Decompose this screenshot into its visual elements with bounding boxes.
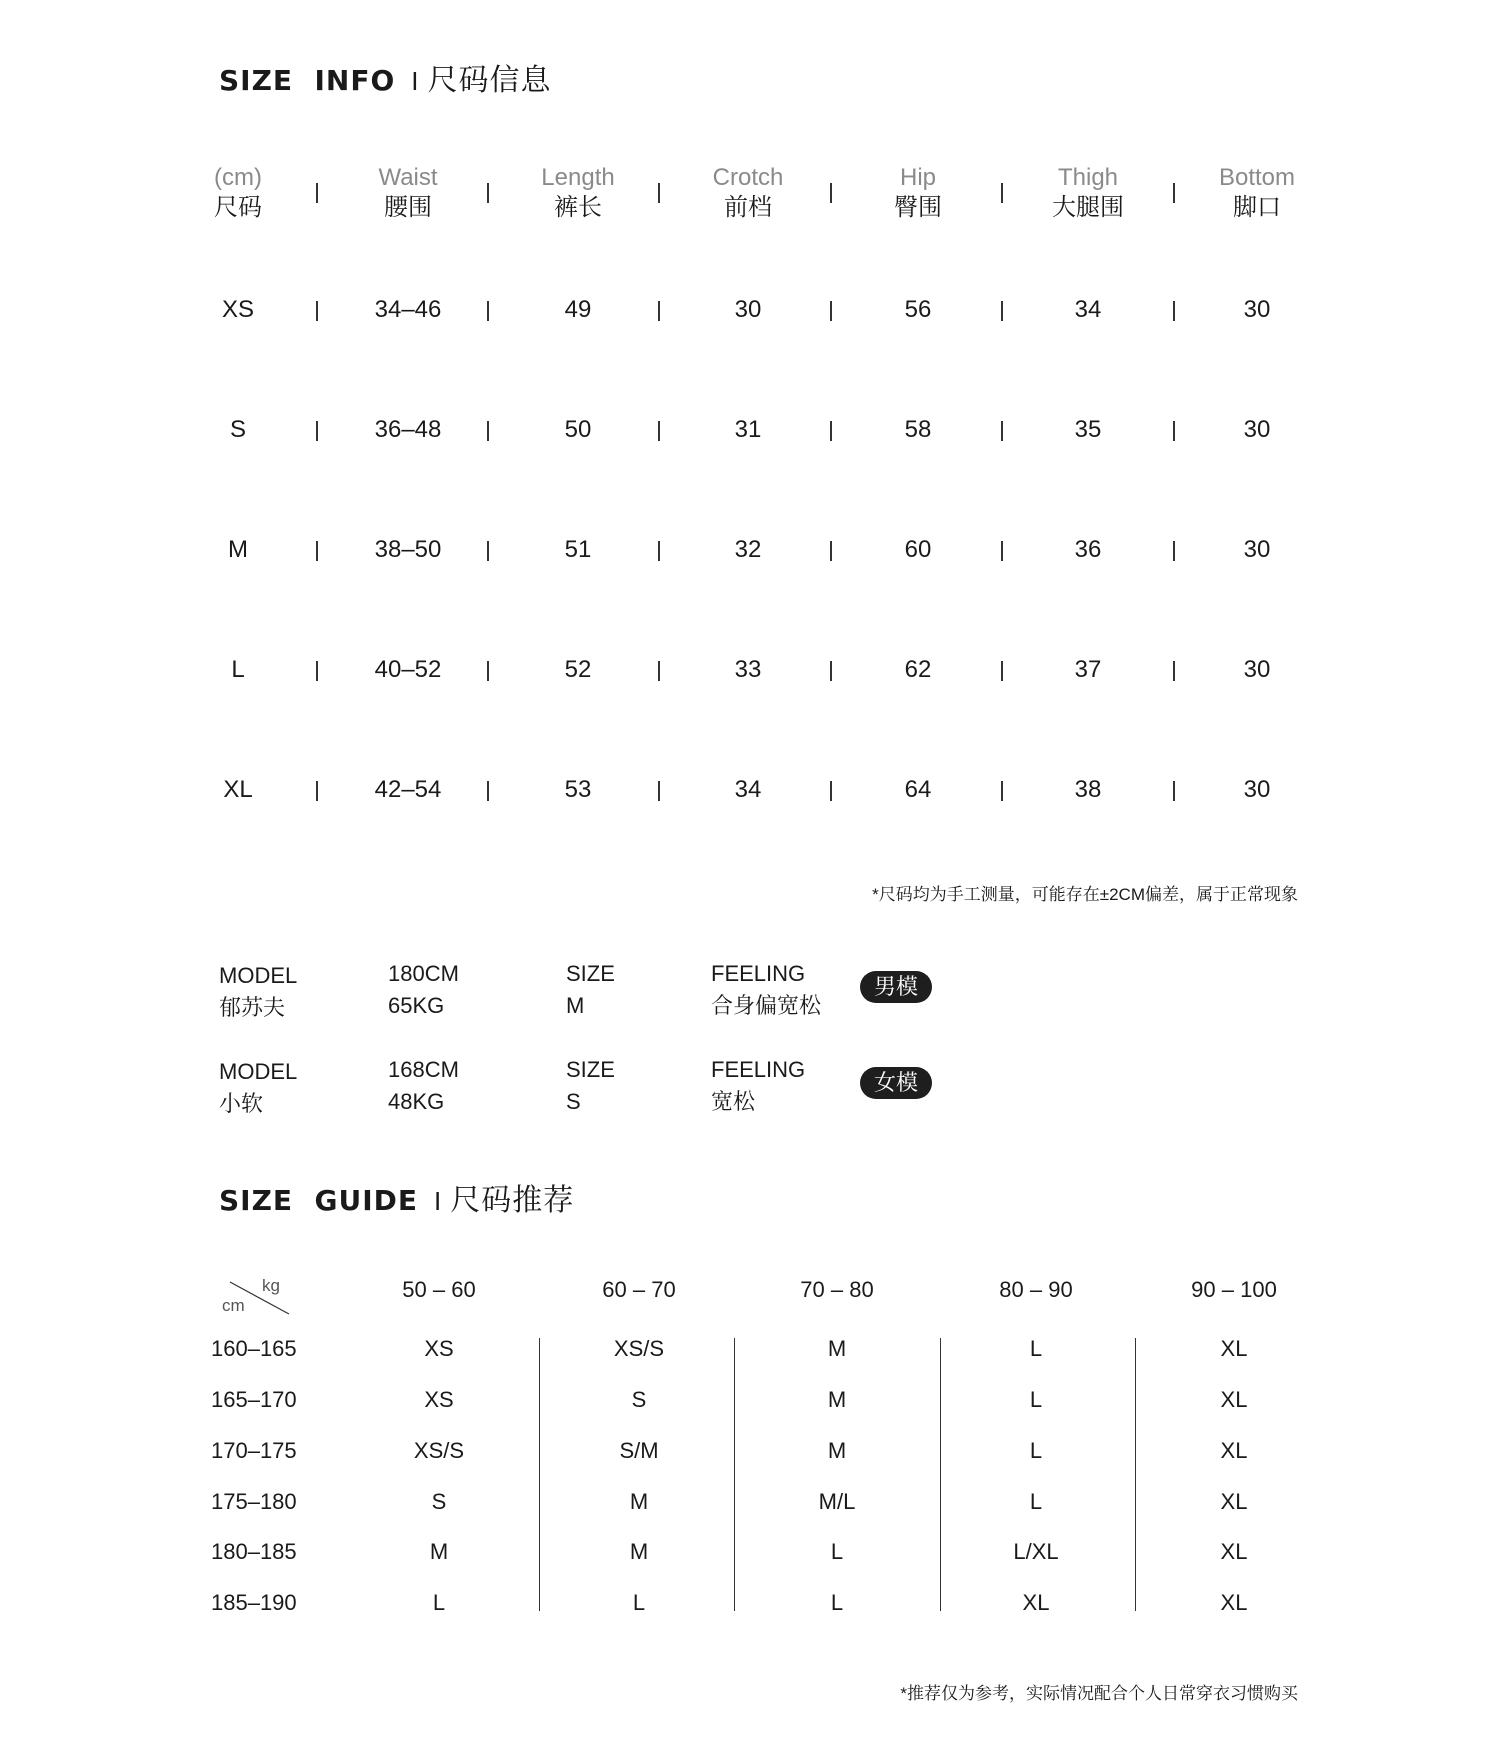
column-separator: [316, 421, 318, 441]
header-length-zh: 裤长: [554, 194, 602, 221]
cell-length: 53: [564, 776, 592, 803]
cell-waist: 42–54: [374, 776, 442, 803]
recommended-size-cell: M/L: [818, 1489, 856, 1514]
height-range-label: 180–185: [211, 1539, 297, 1564]
cell-size: XS: [221, 296, 255, 323]
cell-waist: 40–52: [374, 656, 442, 683]
recommended-size-cell: M: [827, 1336, 847, 1361]
cell-hip: 58: [904, 416, 932, 443]
header-waist-zh: 腰围: [384, 194, 432, 221]
model-size-size: M: [566, 993, 585, 1018]
size-info-title: [219, 55, 552, 99]
weight-range-header: 50 – 60: [402, 1277, 476, 1302]
recommended-size-cell: S: [631, 1387, 647, 1412]
recommended-size-cell: L: [830, 1539, 844, 1564]
cell-crotch: 34: [734, 776, 762, 803]
model-measurements-height: 180CM: [388, 961, 459, 986]
model-feeling-feeling: 宽松: [711, 1089, 756, 1114]
size-info-title-zh: 尺码信息: [427, 64, 552, 97]
size-guide-note: *推荐仅为参考，实际情况配合个人日常穿衣习惯购买: [900, 1684, 1298, 1703]
model-feeling: [711, 1054, 805, 1118]
cell-length: 51: [564, 536, 592, 563]
column-divider: [940, 1338, 941, 1611]
cell-length: 49: [564, 296, 592, 323]
weight-range-header: 80 – 90: [999, 1277, 1073, 1302]
column-separator: [316, 183, 318, 203]
cell-waist: 38–50: [374, 536, 442, 563]
cell-thigh: 38: [1074, 776, 1102, 803]
recommended-size-cell: L/XL: [1013, 1539, 1059, 1564]
cell-size: S: [229, 416, 247, 443]
recommended-size-cell: L: [432, 1590, 446, 1615]
column-separator: [487, 781, 489, 801]
height-range-label: 160–165: [211, 1336, 297, 1361]
cell-length: 52: [564, 656, 592, 683]
height-range-label: 175–180: [211, 1489, 297, 1514]
recommended-size-cell: M: [629, 1489, 649, 1514]
column-separator: [1173, 661, 1175, 681]
model-measurements: [388, 1054, 459, 1118]
cell-hip: 62: [904, 656, 932, 683]
model-name-label: MODEL: [219, 1059, 298, 1084]
column-separator: [1001, 661, 1003, 681]
header-size-en: (cm): [214, 164, 262, 191]
column-separator: [487, 301, 489, 321]
column-divider: [1135, 1338, 1136, 1611]
height-range-label: 170–175: [211, 1438, 297, 1463]
recommended-size-cell: XL: [1220, 1387, 1248, 1412]
recommended-size-cell: XL: [1022, 1590, 1050, 1615]
column-separator: [830, 661, 832, 681]
cell-crotch: 30: [734, 296, 762, 323]
header-hip-zh: 臀围: [894, 194, 942, 221]
header-size-zh: 尺码: [214, 194, 262, 221]
column-separator: [1001, 421, 1003, 441]
recommended-size-cell: L: [1029, 1438, 1043, 1463]
column-separator: [830, 183, 832, 203]
cell-thigh: 34: [1074, 296, 1102, 323]
header-crotch-zh: 前档: [724, 194, 772, 221]
cell-bottom: 30: [1243, 296, 1271, 323]
header-waist-en: Waist: [378, 164, 438, 191]
column-separator: [1173, 183, 1175, 203]
model-feeling-feeling-label: FEELING: [711, 1057, 806, 1082]
column-separator: [1173, 301, 1175, 321]
size-guide-title-en: SIZE GUIDE: [219, 1184, 419, 1217]
title-divider: I: [434, 1186, 443, 1216]
column-separator: [830, 301, 832, 321]
column-separator: [487, 661, 489, 681]
column-separator: [1001, 301, 1003, 321]
weight-range-header: 70 – 80: [800, 1277, 874, 1302]
header-thigh-zh: 大腿围: [1052, 194, 1124, 221]
cell-bottom: 30: [1243, 656, 1271, 683]
model-gender-badge: 男模: [860, 971, 932, 1003]
model-size: [566, 1054, 615, 1118]
corner-kg-label: kg: [262, 1276, 280, 1295]
recommended-size-cell: XL: [1220, 1590, 1248, 1615]
column-separator: [1001, 781, 1003, 801]
model-measurements-height: 168CM: [388, 1057, 459, 1082]
column-separator: [1173, 541, 1175, 561]
recommended-size-cell: L: [830, 1590, 844, 1615]
model-feeling-feeling: 合身偏宽松: [711, 993, 822, 1018]
title-divider: I: [411, 66, 420, 96]
header-length-en: Length: [541, 164, 615, 191]
recommended-size-cell: M: [827, 1438, 847, 1463]
model-size-size: S: [566, 1089, 581, 1114]
recommended-size-cell: XS: [424, 1387, 454, 1412]
column-separator: [830, 541, 832, 561]
column-separator: [1173, 421, 1175, 441]
recommended-size-cell: S: [431, 1489, 447, 1514]
column-separator: [487, 183, 489, 203]
size-guide-title-zh: 尺码推荐: [450, 1184, 575, 1217]
model-name-name: 小软: [219, 1091, 264, 1116]
recommended-size-cell: M: [429, 1539, 449, 1564]
recommended-size-cell: M: [629, 1539, 649, 1564]
cell-thigh: 36: [1074, 536, 1102, 563]
size-guide-title: [219, 1175, 574, 1219]
cell-thigh: 37: [1074, 656, 1102, 683]
size-info-title-en: SIZE INFO: [219, 64, 396, 97]
model-measurements-weight: 48KG: [388, 1089, 445, 1114]
column-separator: [487, 541, 489, 561]
model-name-name: 郁苏夫: [219, 995, 286, 1020]
model-feeling-feeling-label: FEELING: [711, 961, 806, 986]
recommended-size-cell: XL: [1220, 1489, 1248, 1514]
model-name: [219, 960, 297, 1024]
column-separator: [1173, 781, 1175, 801]
model-feeling: [711, 958, 821, 1022]
column-separator: [1001, 183, 1003, 203]
header-bottom-zh: 脚口: [1233, 194, 1281, 221]
recommended-size-cell: XS/S: [413, 1438, 465, 1463]
column-divider: [734, 1338, 735, 1611]
model-size-size-label: SIZE: [566, 1057, 615, 1082]
model-measurements-weight: 65KG: [388, 993, 445, 1018]
column-separator: [658, 541, 660, 561]
header-bottom-en: Bottom: [1218, 164, 1296, 191]
weight-range-header: 60 – 70: [602, 1277, 676, 1302]
column-separator: [658, 183, 660, 203]
cell-bottom: 30: [1243, 776, 1271, 803]
cell-hip: 56: [904, 296, 932, 323]
model-size: [566, 958, 615, 1022]
height-range-label: 165–170: [211, 1387, 297, 1412]
column-separator: [658, 781, 660, 801]
column-separator: [316, 541, 318, 561]
cell-waist: 36–48: [374, 416, 442, 443]
cell-crotch: 32: [734, 536, 762, 563]
header-crotch-en: Crotch: [712, 164, 784, 191]
recommended-size-cell: XL: [1220, 1539, 1248, 1564]
column-separator: [830, 781, 832, 801]
recommended-size-cell: S/M: [619, 1438, 659, 1463]
cell-length: 50: [564, 416, 592, 443]
recommended-size-cell: L: [1029, 1387, 1043, 1412]
recommended-size-cell: XL: [1220, 1336, 1248, 1361]
recommended-size-cell: L: [1029, 1336, 1043, 1361]
cell-thigh: 35: [1074, 416, 1102, 443]
recommended-size-cell: M: [827, 1387, 847, 1412]
weight-range-header: 90 – 100: [1191, 1277, 1277, 1302]
model-size-size-label: SIZE: [566, 961, 615, 986]
cell-hip: 64: [904, 776, 932, 803]
column-separator: [658, 421, 660, 441]
model-name-label: MODEL: [219, 963, 298, 988]
height-range-label: 185–190: [211, 1590, 297, 1615]
model-measurements: [388, 958, 459, 1022]
header-thigh-en: Thigh: [1057, 164, 1119, 191]
cell-crotch: 33: [734, 656, 762, 683]
model-name: [219, 1056, 297, 1120]
column-separator: [830, 421, 832, 441]
size-info-note: *尺码均为手工测量，可能存在±2CM偏差，属于正常现象: [872, 885, 1298, 904]
recommended-size-cell: L: [1029, 1489, 1043, 1514]
cell-crotch: 31: [734, 416, 762, 443]
column-divider: [539, 1338, 540, 1611]
cell-bottom: 30: [1243, 536, 1271, 563]
column-separator: [316, 661, 318, 681]
recommended-size-cell: XL: [1220, 1438, 1248, 1463]
model-gender-badge: 女模: [860, 1067, 932, 1099]
cell-bottom: 30: [1243, 416, 1271, 443]
guide-corner-cell: [222, 1278, 292, 1318]
cell-waist: 34–46: [374, 296, 442, 323]
corner-cm-label: cm: [222, 1296, 245, 1315]
header-hip-en: Hip: [899, 164, 937, 191]
column-separator: [316, 301, 318, 321]
recommended-size-cell: XS: [424, 1336, 454, 1361]
cell-size: XL: [223, 776, 253, 803]
column-separator: [658, 301, 660, 321]
recommended-size-cell: XS/S: [613, 1336, 665, 1361]
column-separator: [658, 661, 660, 681]
cell-size: M: [228, 536, 248, 563]
recommended-size-cell: L: [632, 1590, 646, 1615]
column-separator: [316, 781, 318, 801]
cell-hip: 60: [904, 536, 932, 563]
column-separator: [487, 421, 489, 441]
column-separator: [1001, 541, 1003, 561]
cell-size: L: [231, 656, 245, 683]
